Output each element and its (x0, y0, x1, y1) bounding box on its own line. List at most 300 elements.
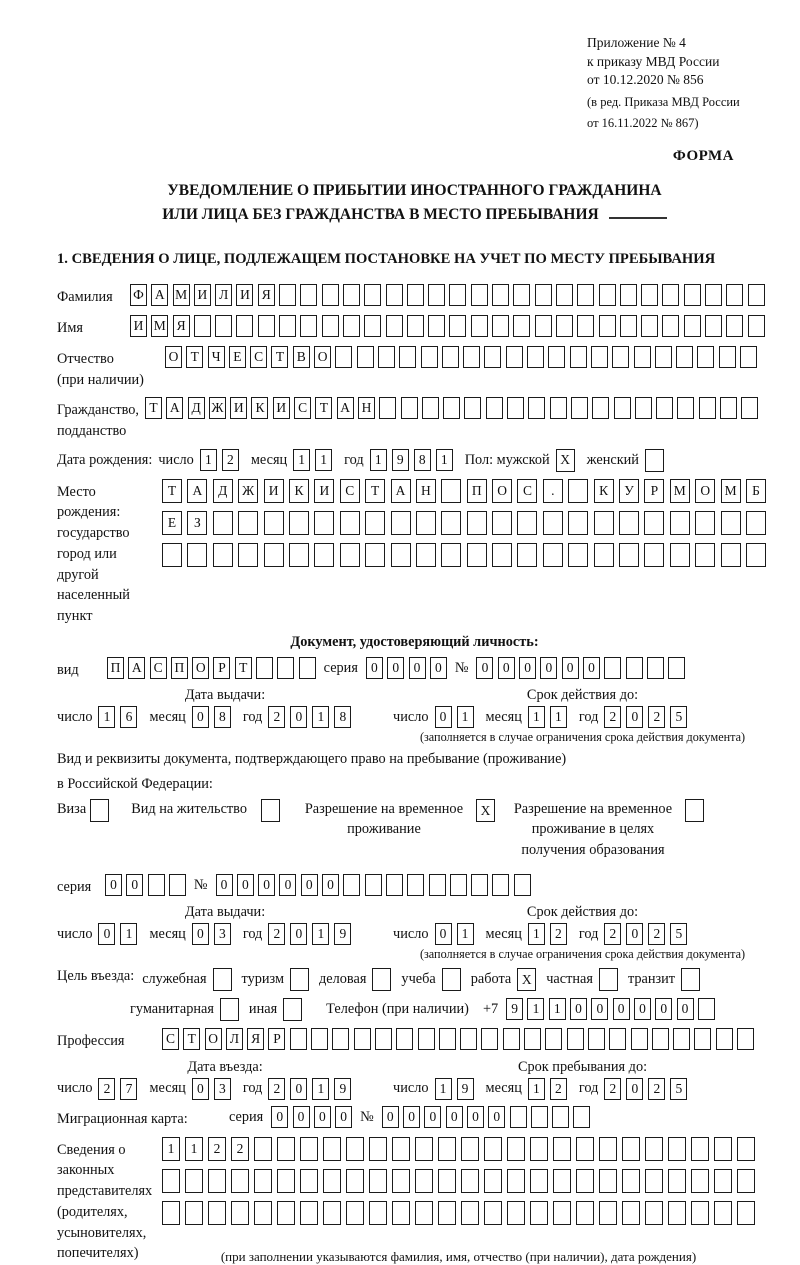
option-checkbox[interactable] (372, 968, 391, 991)
char-cell[interactable] (254, 1169, 272, 1193)
char-cell[interactable] (364, 315, 381, 337)
char-cell[interactable]: 0 (655, 998, 672, 1020)
char-cell[interactable] (670, 511, 690, 535)
char-cell[interactable]: 2 (648, 706, 665, 728)
char-cell[interactable] (677, 397, 694, 419)
char-cell[interactable]: 0 (382, 1106, 399, 1128)
char-cell[interactable] (737, 1137, 755, 1161)
char-cell[interactable] (369, 1169, 387, 1193)
char-cell[interactable] (543, 543, 563, 567)
char-cell[interactable] (300, 1201, 318, 1225)
char-cell[interactable] (422, 397, 439, 419)
char-cell[interactable]: 0 (290, 706, 307, 728)
char-cell[interactable]: 0 (519, 657, 536, 679)
char-cell[interactable]: П (107, 657, 124, 679)
char-cell[interactable]: 0 (192, 923, 209, 945)
char-cell[interactable]: М (721, 479, 741, 503)
char-cell[interactable] (346, 1137, 364, 1161)
char-cell[interactable]: 8 (334, 706, 351, 728)
char-cell[interactable]: 1 (312, 1078, 329, 1100)
char-cell[interactable]: Н (416, 479, 436, 503)
char-cell[interactable] (162, 1201, 180, 1225)
char-cell[interactable]: 0 (435, 923, 452, 945)
char-cell[interactable]: 2 (604, 706, 621, 728)
sex-male-checkbox[interactable]: X (556, 449, 575, 472)
char-cell[interactable] (576, 1201, 594, 1225)
char-cell[interactable] (622, 1169, 640, 1193)
char-cell[interactable] (684, 315, 701, 337)
char-cell[interactable] (662, 284, 679, 306)
char-cell[interactable] (208, 1201, 226, 1225)
char-cell[interactable] (594, 543, 614, 567)
char-cell[interactable]: 1 (528, 923, 545, 945)
char-cell[interactable] (568, 479, 588, 503)
char-cell[interactable]: С (517, 479, 537, 503)
char-cell[interactable]: 1 (435, 1078, 452, 1100)
char-cell[interactable] (467, 511, 487, 535)
char-cell[interactable]: 1 (436, 449, 453, 471)
char-cell[interactable]: 2 (550, 923, 567, 945)
char-cell[interactable] (695, 511, 715, 535)
char-cell[interactable] (442, 346, 459, 368)
char-cell[interactable] (418, 1028, 435, 1050)
char-cell[interactable] (401, 397, 418, 419)
char-cell[interactable] (148, 874, 165, 896)
char-cell[interactable]: 0 (626, 1078, 643, 1100)
char-cell[interactable] (415, 1137, 433, 1161)
char-cell[interactable]: 0 (126, 874, 143, 896)
char-cell[interactable]: 1 (312, 923, 329, 945)
char-cell[interactable] (492, 511, 512, 535)
char-cell[interactable]: 0 (430, 657, 447, 679)
char-cell[interactable] (169, 874, 186, 896)
char-cell[interactable] (386, 284, 403, 306)
char-cell[interactable] (429, 874, 446, 896)
char-cell[interactable] (471, 284, 488, 306)
char-cell[interactable] (289, 511, 309, 535)
char-cell[interactable] (438, 1137, 456, 1161)
char-cell[interactable]: 1 (528, 706, 545, 728)
char-cell[interactable]: 0 (314, 1106, 331, 1128)
char-cell[interactable] (332, 1028, 349, 1050)
char-cell[interactable] (416, 543, 436, 567)
char-cell[interactable] (277, 657, 294, 679)
char-cell[interactable]: 8 (414, 449, 431, 471)
char-cell[interactable] (571, 397, 588, 419)
char-cell[interactable] (506, 346, 523, 368)
char-cell[interactable] (314, 543, 334, 567)
char-cell[interactable] (694, 1028, 711, 1050)
char-cell[interactable]: М (670, 479, 690, 503)
char-cell[interactable] (668, 1137, 686, 1161)
char-cell[interactable] (714, 1201, 732, 1225)
char-cell[interactable] (357, 346, 374, 368)
char-cell[interactable]: 0 (677, 998, 694, 1020)
char-cell[interactable]: 0 (192, 1078, 209, 1100)
char-cell[interactable] (507, 1201, 525, 1225)
char-cell[interactable] (441, 543, 461, 567)
char-cell[interactable]: К (289, 479, 309, 503)
char-cell[interactable]: 9 (392, 449, 409, 471)
char-cell[interactable]: 0 (387, 657, 404, 679)
char-cell[interactable] (311, 1028, 328, 1050)
char-cell[interactable] (573, 1106, 590, 1128)
char-cell[interactable] (346, 1169, 364, 1193)
char-cell[interactable] (635, 397, 652, 419)
char-cell[interactable]: Т (235, 657, 252, 679)
char-cell[interactable]: 0 (613, 998, 630, 1020)
char-cell[interactable] (553, 1169, 571, 1193)
char-cell[interactable] (570, 346, 587, 368)
char-cell[interactable] (746, 511, 766, 535)
char-cell[interactable]: С (150, 657, 167, 679)
char-cell[interactable]: Я (247, 1028, 264, 1050)
char-cell[interactable]: С (340, 479, 360, 503)
temp-residence-checkbox[interactable]: X (476, 799, 495, 822)
char-cell[interactable]: 0 (409, 657, 426, 679)
char-cell[interactable] (439, 1028, 456, 1050)
char-cell[interactable]: 1 (550, 706, 567, 728)
char-cell[interactable] (644, 543, 664, 567)
char-cell[interactable] (421, 346, 438, 368)
char-cell[interactable] (740, 346, 757, 368)
char-cell[interactable] (517, 543, 537, 567)
char-cell[interactable]: 0 (105, 874, 122, 896)
char-cell[interactable] (254, 1201, 272, 1225)
char-cell[interactable] (279, 315, 296, 337)
char-cell[interactable] (609, 1028, 626, 1050)
visa-checkbox[interactable] (90, 799, 109, 822)
char-cell[interactable] (492, 874, 509, 896)
char-cell[interactable] (471, 874, 488, 896)
char-cell[interactable]: 1 (457, 706, 474, 728)
char-cell[interactable]: М (151, 315, 168, 337)
char-cell[interactable] (535, 315, 552, 337)
char-cell[interactable] (673, 1028, 690, 1050)
option-checkbox[interactable] (220, 998, 239, 1021)
char-cell[interactable]: 5 (670, 1078, 687, 1100)
char-cell[interactable] (619, 543, 639, 567)
char-cell[interactable]: М (173, 284, 190, 306)
char-cell[interactable] (568, 511, 588, 535)
char-cell[interactable] (443, 397, 460, 419)
char-cell[interactable] (507, 1137, 525, 1161)
char-cell[interactable] (484, 346, 501, 368)
char-cell[interactable] (503, 1028, 520, 1050)
char-cell[interactable]: 0 (322, 874, 339, 896)
char-cell[interactable] (714, 1169, 732, 1193)
char-cell[interactable] (323, 1169, 341, 1193)
char-cell[interactable]: 0 (446, 1106, 463, 1128)
char-cell[interactable] (697, 346, 714, 368)
char-cell[interactable] (290, 1028, 307, 1050)
char-cell[interactable] (591, 346, 608, 368)
char-cell[interactable]: О (314, 346, 331, 368)
char-cell[interactable] (258, 315, 275, 337)
char-cell[interactable]: З (187, 511, 207, 535)
char-cell[interactable]: 3 (214, 923, 231, 945)
char-cell[interactable] (279, 284, 296, 306)
char-cell[interactable] (213, 511, 233, 535)
char-cell[interactable]: . (543, 479, 563, 503)
char-cell[interactable] (527, 346, 544, 368)
char-cell[interactable]: 1 (549, 998, 566, 1020)
char-cell[interactable] (594, 511, 614, 535)
char-cell[interactable] (335, 346, 352, 368)
char-cell[interactable] (194, 315, 211, 337)
char-cell[interactable] (556, 284, 573, 306)
char-cell[interactable] (187, 543, 207, 567)
char-cell[interactable]: 2 (268, 706, 285, 728)
char-cell[interactable] (323, 1201, 341, 1225)
char-cell[interactable]: И (230, 397, 247, 419)
char-cell[interactable] (277, 1169, 295, 1193)
char-cell[interactable]: П (171, 657, 188, 679)
char-cell[interactable] (507, 1169, 525, 1193)
char-cell[interactable] (484, 1169, 502, 1193)
char-cell[interactable]: 0 (570, 998, 587, 1020)
char-cell[interactable] (634, 346, 651, 368)
char-cell[interactable] (378, 346, 395, 368)
char-cell[interactable] (391, 511, 411, 535)
char-cell[interactable] (369, 1137, 387, 1161)
char-cell[interactable]: О (205, 1028, 222, 1050)
char-cell[interactable]: 0 (540, 657, 557, 679)
char-cell[interactable] (726, 284, 743, 306)
char-cell[interactable]: 0 (258, 874, 275, 896)
option-checkbox[interactable] (681, 968, 700, 991)
char-cell[interactable]: 6 (120, 706, 137, 728)
char-cell[interactable] (662, 315, 679, 337)
char-cell[interactable]: Я (173, 315, 190, 337)
char-cell[interactable] (238, 511, 258, 535)
char-cell[interactable] (626, 657, 643, 679)
char-cell[interactable] (392, 1137, 410, 1161)
char-cell[interactable] (185, 1169, 203, 1193)
char-cell[interactable]: Т (186, 346, 203, 368)
char-cell[interactable]: 0 (424, 1106, 441, 1128)
char-cell[interactable]: Т (365, 479, 385, 503)
char-cell[interactable]: 7 (120, 1078, 137, 1100)
char-cell[interactable] (460, 1028, 477, 1050)
char-cell[interactable]: 9 (506, 998, 523, 1020)
char-cell[interactable] (314, 511, 334, 535)
option-checkbox[interactable] (213, 968, 232, 991)
char-cell[interactable]: С (162, 1028, 179, 1050)
char-cell[interactable] (716, 1028, 733, 1050)
char-cell[interactable] (567, 1028, 584, 1050)
char-cell[interactable] (641, 315, 658, 337)
char-cell[interactable] (592, 397, 609, 419)
char-cell[interactable]: 0 (293, 1106, 310, 1128)
char-cell[interactable] (365, 511, 385, 535)
char-cell[interactable] (576, 1137, 594, 1161)
char-cell[interactable] (599, 1201, 617, 1225)
char-cell[interactable] (343, 284, 360, 306)
char-cell[interactable] (531, 1106, 548, 1128)
char-cell[interactable]: 3 (214, 1078, 231, 1100)
char-cell[interactable]: 0 (216, 874, 233, 896)
char-cell[interactable] (510, 1106, 527, 1128)
char-cell[interactable] (528, 397, 545, 419)
char-cell[interactable] (746, 543, 766, 567)
option-checkbox[interactable] (442, 968, 461, 991)
char-cell[interactable] (438, 1169, 456, 1193)
char-cell[interactable] (720, 397, 737, 419)
char-cell[interactable]: И (273, 397, 290, 419)
char-cell[interactable]: 0 (290, 923, 307, 945)
char-cell[interactable] (668, 1169, 686, 1193)
char-cell[interactable]: Л (215, 284, 232, 306)
char-cell[interactable] (492, 543, 512, 567)
char-cell[interactable] (461, 1137, 479, 1161)
char-cell[interactable] (277, 1137, 295, 1161)
char-cell[interactable]: Л (226, 1028, 243, 1050)
char-cell[interactable] (441, 479, 461, 503)
char-cell[interactable]: 9 (334, 1078, 351, 1100)
char-cell[interactable]: 1 (528, 1078, 545, 1100)
char-cell[interactable] (264, 511, 284, 535)
char-cell[interactable] (236, 315, 253, 337)
char-cell[interactable] (379, 397, 396, 419)
char-cell[interactable] (599, 1137, 617, 1161)
char-cell[interactable] (162, 543, 182, 567)
char-cell[interactable] (340, 543, 360, 567)
char-cell[interactable] (645, 1169, 663, 1193)
char-cell[interactable] (656, 397, 673, 419)
char-cell[interactable]: 2 (268, 1078, 285, 1100)
char-cell[interactable]: И (264, 479, 284, 503)
char-cell[interactable] (748, 315, 765, 337)
char-cell[interactable]: 0 (583, 657, 600, 679)
char-cell[interactable]: 0 (634, 998, 651, 1020)
char-cell[interactable] (441, 511, 461, 535)
char-cell[interactable]: О (165, 346, 182, 368)
char-cell[interactable]: Е (162, 511, 182, 535)
char-cell[interactable]: 0 (435, 706, 452, 728)
char-cell[interactable]: 5 (670, 923, 687, 945)
char-cell[interactable]: К (251, 397, 268, 419)
char-cell[interactable]: 1 (200, 449, 217, 471)
char-cell[interactable] (517, 511, 537, 535)
char-cell[interactable] (691, 1201, 709, 1225)
char-cell[interactable] (535, 284, 552, 306)
char-cell[interactable] (256, 657, 273, 679)
char-cell[interactable] (343, 315, 360, 337)
char-cell[interactable]: 2 (648, 1078, 665, 1100)
char-cell[interactable]: 0 (562, 657, 579, 679)
char-cell[interactable] (484, 1137, 502, 1161)
char-cell[interactable] (530, 1169, 548, 1193)
char-cell[interactable] (530, 1137, 548, 1161)
char-cell[interactable] (463, 346, 480, 368)
char-cell[interactable] (364, 284, 381, 306)
residence-permit-checkbox[interactable] (261, 799, 280, 822)
char-cell[interactable]: 0 (290, 1078, 307, 1100)
char-cell[interactable] (714, 1137, 732, 1161)
char-cell[interactable]: 2 (604, 1078, 621, 1100)
char-cell[interactable] (428, 284, 445, 306)
char-cell[interactable]: Д (213, 479, 233, 503)
char-cell[interactable] (464, 397, 481, 419)
char-cell[interactable] (185, 1201, 203, 1225)
char-cell[interactable]: Н (358, 397, 375, 419)
char-cell[interactable]: Т (145, 397, 162, 419)
char-cell[interactable]: Д (188, 397, 205, 419)
char-cell[interactable]: К (594, 479, 614, 503)
char-cell[interactable]: Е (229, 346, 246, 368)
char-cell[interactable]: А (166, 397, 183, 419)
char-cell[interactable] (513, 315, 530, 337)
char-cell[interactable]: 1 (185, 1137, 203, 1161)
char-cell[interactable] (507, 397, 524, 419)
char-cell[interactable]: 1 (162, 1137, 180, 1161)
char-cell[interactable]: Т (183, 1028, 200, 1050)
char-cell[interactable] (726, 315, 743, 337)
char-cell[interactable] (467, 543, 487, 567)
char-cell[interactable]: 0 (301, 874, 318, 896)
char-cell[interactable] (652, 1028, 669, 1050)
char-cell[interactable]: 1 (98, 706, 115, 728)
char-cell[interactable] (550, 397, 567, 419)
char-cell[interactable] (322, 284, 339, 306)
char-cell[interactable]: 0 (403, 1106, 420, 1128)
char-cell[interactable] (254, 1137, 272, 1161)
char-cell[interactable] (391, 543, 411, 567)
char-cell[interactable] (399, 346, 416, 368)
char-cell[interactable]: И (314, 479, 334, 503)
char-cell[interactable] (386, 315, 403, 337)
char-cell[interactable] (213, 543, 233, 567)
char-cell[interactable] (299, 657, 316, 679)
char-cell[interactable] (162, 1169, 180, 1193)
char-cell[interactable] (741, 397, 758, 419)
char-cell[interactable] (577, 284, 594, 306)
char-cell[interactable] (691, 1137, 709, 1161)
char-cell[interactable] (737, 1169, 755, 1193)
char-cell[interactable] (668, 657, 685, 679)
char-cell[interactable]: В (293, 346, 310, 368)
char-cell[interactable]: Ж (238, 479, 258, 503)
char-cell[interactable] (300, 1137, 318, 1161)
char-cell[interactable] (386, 874, 403, 896)
char-cell[interactable] (645, 1201, 663, 1225)
char-cell[interactable] (354, 1028, 371, 1050)
char-cell[interactable] (644, 511, 664, 535)
char-cell[interactable] (365, 874, 382, 896)
char-cell[interactable]: 0 (279, 874, 296, 896)
char-cell[interactable]: 1 (293, 449, 310, 471)
char-cell[interactable]: 1 (370, 449, 387, 471)
char-cell[interactable] (631, 1028, 648, 1050)
char-cell[interactable]: 1 (315, 449, 332, 471)
char-cell[interactable]: И (236, 284, 253, 306)
char-cell[interactable] (691, 1169, 709, 1193)
char-cell[interactable] (676, 346, 693, 368)
char-cell[interactable] (668, 1201, 686, 1225)
char-cell[interactable] (392, 1169, 410, 1193)
char-cell[interactable]: Р (213, 657, 230, 679)
char-cell[interactable] (641, 284, 658, 306)
char-cell[interactable] (622, 1201, 640, 1225)
char-cell[interactable]: 0 (335, 1106, 352, 1128)
char-cell[interactable] (215, 315, 232, 337)
char-cell[interactable] (416, 511, 436, 535)
char-cell[interactable] (486, 397, 503, 419)
char-cell[interactable] (471, 315, 488, 337)
char-cell[interactable] (576, 1169, 594, 1193)
char-cell[interactable]: 1 (457, 923, 474, 945)
